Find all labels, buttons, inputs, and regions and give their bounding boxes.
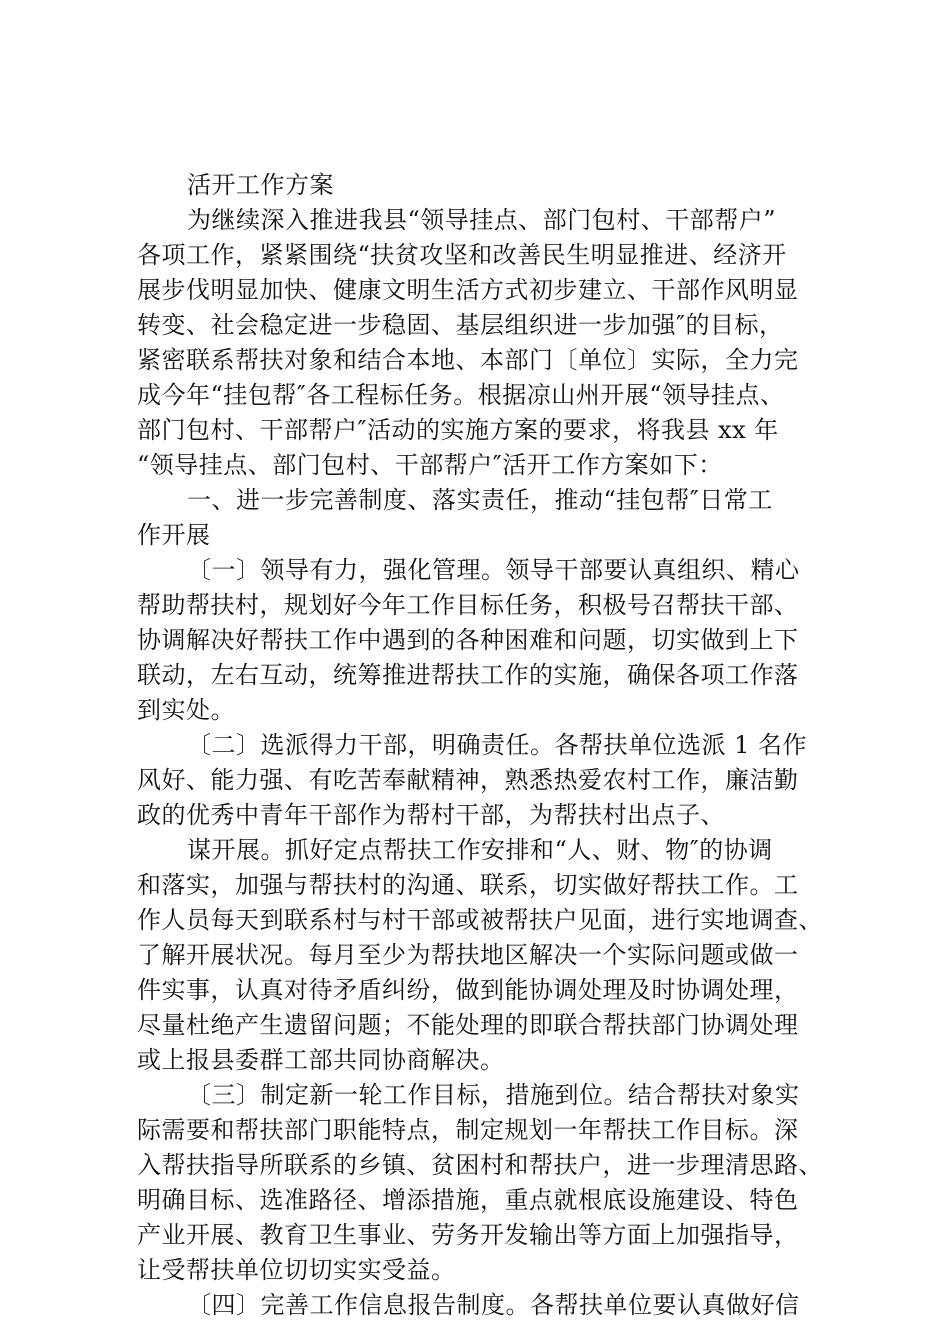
text-line: 让受帮扶单位切切实实受益。 [137, 1256, 456, 1284]
text-line: 成今年“挂包帮″各工程标任务。根据凉山州开展“领导挂点、 [137, 381, 785, 409]
text-line: 政的优秀中青年干部作为帮村干部，为帮扶村出点子、 [137, 801, 725, 829]
text-line: 尽量杜绝产生遗留问题；不能处理的即联合帮扶部门协调处理 [137, 1011, 799, 1039]
text-line: 入帮扶指导所联系的乡镇、贫困村和帮扶户，进一步理清思路、 [137, 1151, 823, 1179]
text-line: 帮助帮扶村，规划好今年工作目标任务，积极号召帮扶干部、 [137, 591, 799, 619]
text-line: 了解开展状况。每月至少为帮扶地区解决一个实际问题或做一 [137, 941, 799, 969]
text-line: “领导挂点、部门包村、干部帮户″活开工作方案如下： [137, 451, 723, 479]
text-line: 紧密联系帮扶对象和结合本地、本部门〔单位〕实际，全力完 [137, 346, 799, 374]
text-line: 风好、能力强、有吃苦奉献精神，熟悉热爱农村工作，廉洁勤 [137, 766, 799, 794]
text-line: 产业开展、教育卫生事业、劳务开发输出等方面上加强指导， [137, 1221, 799, 1249]
text-line: 谋开展。抓好定点帮扶工作安排和“人、财、物″的协调 [187, 836, 773, 864]
text-line: 〔一〕领导有力，强化管理。领导干部要认真组织、精心 [187, 556, 800, 584]
text-line: 和落实，加强与帮扶村的沟通、联系，切实做好帮扶工作。工 [137, 871, 799, 899]
section-heading-line: 作开展 [137, 521, 211, 549]
text-line: 明确目标、选准路径、增添措施，重点就根底设施建设、特色 [137, 1186, 799, 1214]
text-line: 〔四〕完善工作信息报告制度。各帮扶单位要认真做好信 [187, 1291, 800, 1319]
text-line: 各项工作，紧紧围绕“扶贫攻坚和改善民生明显推进、经济开 [137, 241, 787, 269]
section-heading-line: 一、进一步完善制度、落实责任，推动“挂包帮″日常工 [187, 486, 773, 514]
text-line: 为继续深入推进我县“领导挂点、部门包村、干部帮户” [187, 206, 777, 234]
text-line: 际需要和帮扶部门职能特点，制定规划一年帮扶工作目标。深 [137, 1116, 799, 1144]
text-line-title: 活开工作方案 [187, 171, 334, 199]
text-line: 〔二〕选派得力干部，明确责任。各帮扶单位选派 1 名作 [187, 731, 808, 759]
text-line: 作人员每天到联系村与村干部或被帮扶户见面，进行实地调查、 [137, 906, 823, 934]
text-line: 部门包村、干部帮户″活动的实施方案的要求，将我县 xx 年 [137, 416, 779, 444]
document-body [137, 168, 827, 1323]
text-line: 联动，左右互动，统筹推进帮扶工作的实施，确保各项工作落 [137, 661, 799, 689]
text-line: 件实事，认真对待矛盾纠纷，做到能协调处理及时协调处理， [137, 976, 799, 1004]
text-line: 〔三〕制定新一轮工作目标，措施到位。结合帮扶对象实 [187, 1081, 800, 1109]
text-line: 或上报县委群工部共同协商解决。 [137, 1046, 505, 1074]
text-line: 转变、社会稳定进一步稳固、基层组织进一步加强″的目标， [137, 311, 784, 339]
text-line: 展步伐明显加快、健康文明生活方式初步建立、干部作风明显 [137, 276, 799, 304]
text-line: 到实处。 [137, 696, 235, 724]
text-line: 协调解决好帮扶工作中遇到的各种困难和问题，切实做到上下 [137, 626, 799, 654]
